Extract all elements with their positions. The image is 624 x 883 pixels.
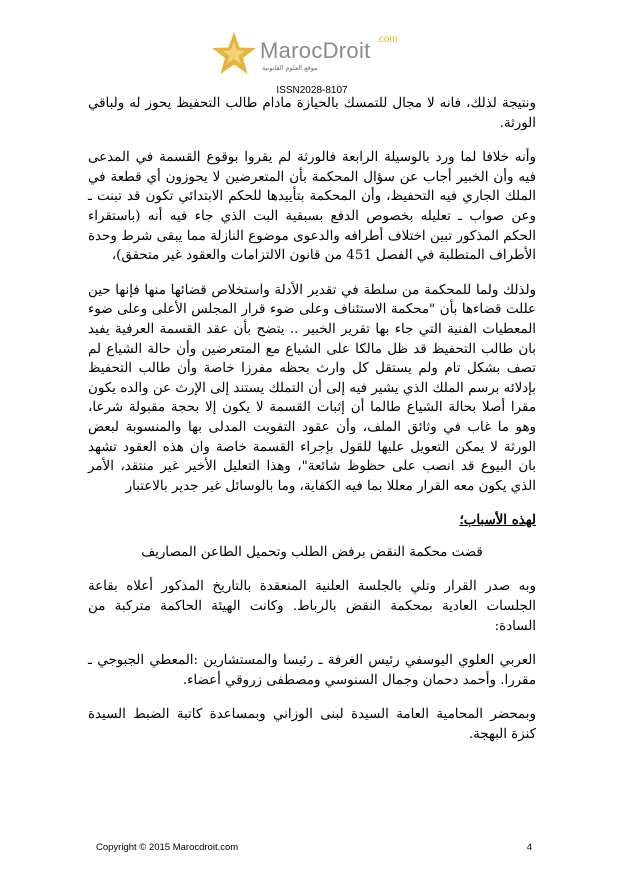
ruling-text: قضت محكمة النقض برفض الطلب وتحميل الطاعن المصاريف (141, 544, 483, 560)
issn-label: ISSN2028-8107 (276, 85, 348, 96)
document-body (88, 94, 536, 760)
logo-tagline: موقع العلوم القانونية (262, 64, 318, 72)
logo-suffix: .com (376, 34, 398, 45)
page-number: 4 (526, 842, 532, 853)
logo-name: MarocDroit (260, 38, 371, 63)
copyright-text: Copyright © 2015 Marocdroit.com (96, 842, 239, 853)
closing-paragraph: وبه صدر القرار وتلي بالجلسة العلنية المنعقدة بالتاريخ المذكور أعلاه بقاعة الجلسات العادية بمحكمة النقض بالرباط. وكانت الهيئة الحاكمة متركبة من السادة: (88, 579, 536, 634)
page-footer (96, 842, 532, 858)
closing-paragraph: وبمحضر المحامية العامة السيدة لبنى الوزاني وبمساعدة كاتبة الضبط السيدة كنزة البهجة. (88, 707, 536, 743)
page-header (0, 22, 624, 96)
section-heading: لهذه الأسباب؛ (459, 512, 536, 529)
star-icon (210, 30, 258, 78)
paragraph: ونتيجة لذلك، فانه لا مجال للتمسك بالحيازة مادام طالب التحفيظ يحوز له ولباقي الورثة. (88, 96, 536, 131)
paragraph: وأنه خلافا لما ورد بالوسيلة الرابعة فالورثة لم يقروا بوقوع القسمة في المدعى فيه وأن الخبير أجاب عن سؤال المحكمة بأن المتعرضين لا يحوزون أي قطعة في الملك الجاري فيه التحفيظ، وأن المحكمة بتأييدها للحكم الابتدائي تكون قد تبنت ـ وعن صواب ـ تعليله بخصوص الدفع بسبقية البت الذي جاء فيه أنه (باستقراء الحكم المذكور تبين اختلاف أطرافه والدعوى موضوع النازلة مما يبقى شرط وحدة الأطراف المتطلبة في الفصل 451 من قانون الالتزامات والعقود غير متحقق)، (88, 150, 536, 264)
paragraph: ولذلك ولما للمحكمة من سلطة في تقدير الأدلة واستخلاص قضائها منها فإنها حين عللت قضاءها بأن "محكمة الاستئناف وعلى ضوء قرار المجلس الأعلى وعلى ضوء المعطيات الفنية التي جاء بها تقرير الخبير .. يتضح بأن عقد القسمة العرفية يفيد بان طالب التحفيظ قد ظل مالكا على الشياع مع المتعرضين وأن حالة الشياع لم تصف بشكل تام ولم يستقل كل وارث بحظه مفرزا خاصة وأن طالب التحفيظ بإدلائه برسم الملك الذي يشير فيه إلى أن التملك يستند إلى الإرث عن والده يكون مقرا أصلا بحالة الشياع طالما أن إثبات القسمة لا يكون إلا بحجة مقبولة شرعا، وهو ما غاب في وثائق الملف، وأن عقود التفويت المدلى بها والمنسوبة لبعض الورثة لا يمكن التعويل عليها للقول بإجراء القسمة خاصة وان هذه العقود تشهد بان البيوع قد انصب على حظوظ شائعة"، وهذا التعليل الأخير غير منتقد، الأمر الذي يكون معه القرار معللا بما فيه الكفاية، وما بالوسائل غير جدير بالاعتبار (88, 282, 536, 494)
marocdroit-logo (210, 30, 440, 80)
closing-paragraph: العربي العلوي اليوسفي رئيس الغرفة ـ رئيسا والمستشارين :المعطي الجبوجي ـ مقررا. وأحمد دحمان وجمال السنوسي ومصطفى زروقي أعضاء. (88, 653, 536, 688)
